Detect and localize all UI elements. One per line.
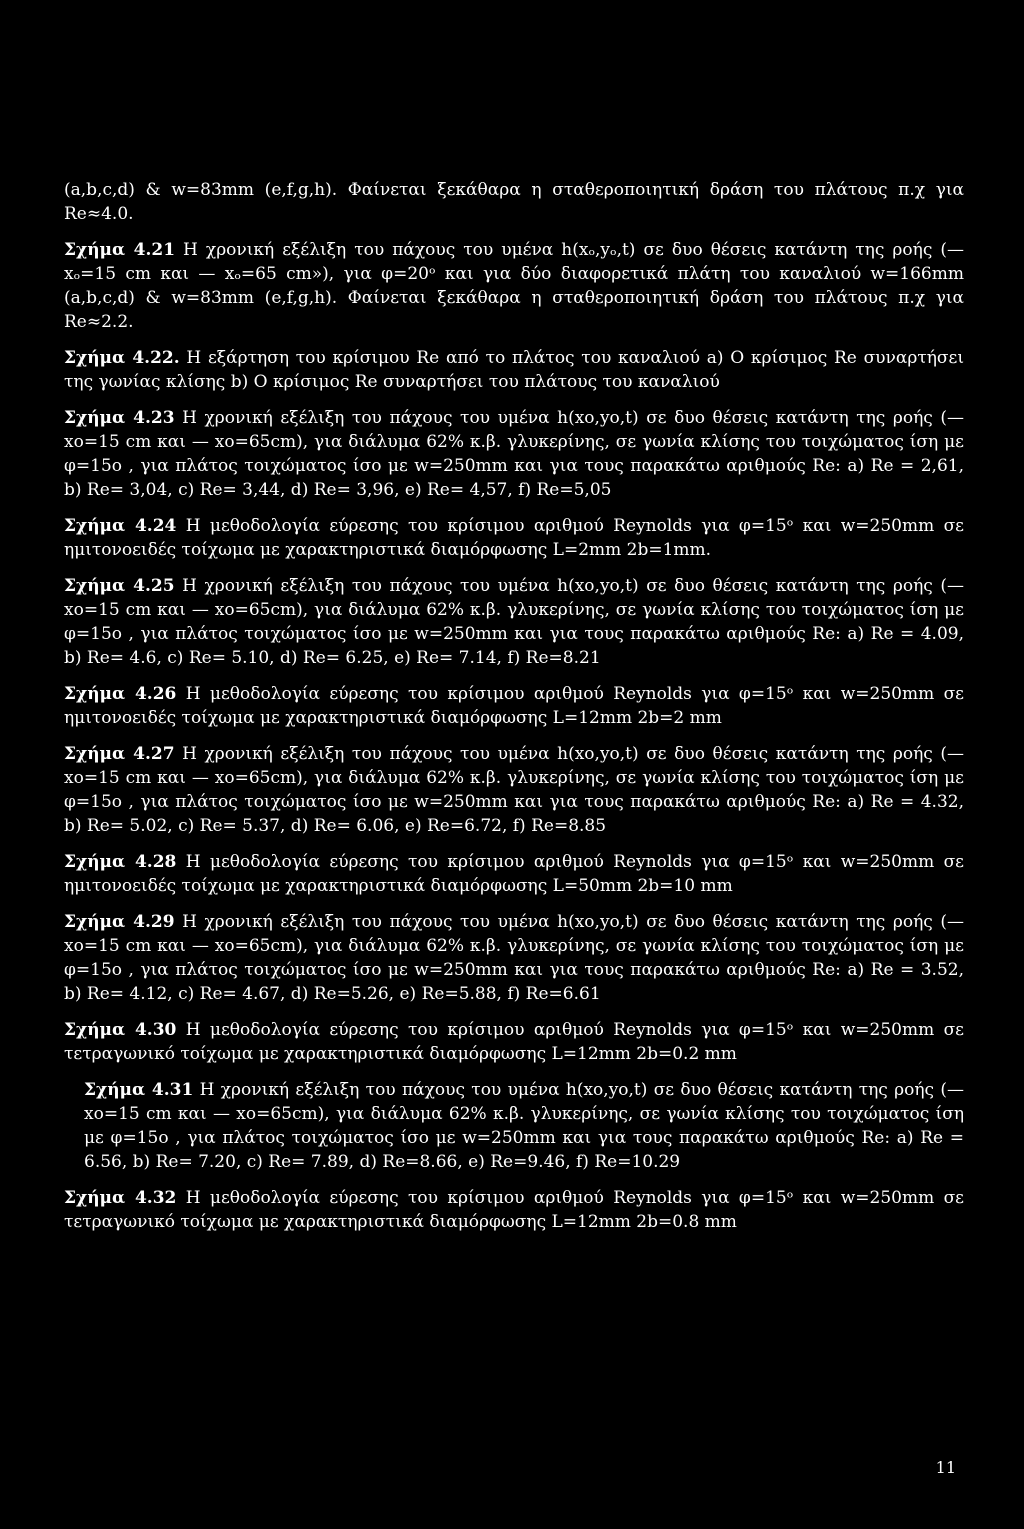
caption-4-21 [64, 238, 964, 334]
caption-text: Η μεθοδολογία εύρεσης του κρίσιμου αριθμού Reynolds για φ=15ᵒ και w=250mm σε τετραγωνικό τοίχωμα με χαρακτηριστικά διαμόρφωσης L=12mm 2b=0.8 mm [64, 1188, 964, 1232]
figure-label: Σχήμα 4.25 [64, 576, 175, 596]
caption-text: Η μεθοδολογία εύρεσης του κρίσιμου αριθμού Reynolds για φ=15ᵒ και w=250mm σε τετραγωνικό τοίχωμα με χαρακτηριστικά διαμόρφωσης L=12mm 2b=0.2 mm [64, 1020, 964, 1064]
figure-label: Σχήμα 4.28 [64, 852, 177, 872]
caption-text: Η μεθοδολογία εύρεσης του κρίσιμου αριθμού Reynolds για φ=15ᵒ και w=250mm σε ημιτονοειδές τοίχωμα με χαρακτηριστικά διαμόρφωσης L=50mm 2b=10 mm [64, 852, 964, 896]
caption-text: Η μεθοδολογία εύρεσης του κρίσιμου αριθμού Reynolds για φ=15ᵒ και w=250mm σε ημιτονοειδές τοίχωμα με χαρακτηριστικά διαμόρφωσης L=12mm 2b=2 mm [64, 684, 964, 728]
page-number: 11 [935, 1458, 956, 1477]
caption-4-22 [64, 346, 964, 394]
caption-4-25 [64, 574, 964, 670]
caption-4-29 [64, 910, 964, 1006]
caption-text: Η χρονική εξέλιξη του πάχους του υμένα h(xₒ,yₒ,t) σε δυο θέσεις κατάντη της ροής (—xₒ=15 cm και — xₒ=65 cm»), για φ=20ᵒ και για δύο διαφορετικά πλάτη του καναλιού w=166mm (a,b,c,d) & w=83mm (e,f,g,h). Φαίνεται ξεκάθαρα η σταθεροποιητική δράση του πλάτους π.χ για Re≈2.2. [64, 240, 964, 332]
caption-text: Η εξάρτηση του κρίσιμου Re από το πλάτος του καναλιού a) O κρίσιμος Re συναρτήσει της γωνίας κλίσης b) O κρίσιμος Re συναρτήσει του πλάτους του καναλιού [64, 348, 964, 392]
caption-text: Η χρονική εξέλιξη του πάχους του υμένα h(xo,yo,t) σε δυο θέσεις κατάντη της ροής (—xo=15 cm και — xo=65cm), για διάλυμα 62% κ.β. γλυκερίνης, σε γωνία κλίσης του τοιχώματος ίση με φ=15o , για πλάτος τοιχώματος ίσο με w=250mm και για τους παρακάτω αριθμούς Re: a) Re = 2,61, b) Re= 3,04, c) Re= 3,44, d) Re= 3,96, e) Re= 4,57, f) Re=5,05 [64, 408, 964, 500]
caption-text: Η μεθοδολογία εύρεσης του κρίσιμου αριθμού Reynolds για φ=15ᵒ και w=250mm σε ημιτονοειδές τοίχωμα με χαρακτηριστικά διαμόρφωσης L=2mm 2b=1mm. [64, 516, 964, 560]
paragraph-continuation [64, 178, 964, 226]
caption-text: Η χρονική εξέλιξη του πάχους του υμένα h(xo,yo,t) σε δυο θέσεις κατάντη της ροής (—xo=15 cm και — xo=65cm), για διάλυμα 62% κ.β. γλυκερίνης, σε γωνία κλίσης του τοιχώματος ίση με φ=15o , για πλάτος τοιχώματος ίσο με w=250mm και για τους παρακάτω αριθμούς Re: a) Re = 3.52, b) Re= 4.12, c) Re= 4.67, d) Re=5.26, e) Re=5.88, f) Re=6.61 [64, 912, 964, 1004]
caption-4-31 [64, 1078, 964, 1174]
caption-4-26 [64, 682, 964, 730]
figure-label: Σχήμα 4.29 [64, 912, 175, 932]
figure-label: Σχήμα 4.21 [64, 240, 176, 260]
figure-label: Σχήμα 4.31 [84, 1080, 194, 1100]
caption-text: Η χρονική εξέλιξη του πάχους του υμένα h(xo,yo,t) σε δυο θέσεις κατάντη της ροής (—xo=15 cm και — xo=65cm), για διάλυμα 62% κ.β. γλυκερίνης, σε γωνία κλίσης του τοιχώματος ίση με φ=15o , για πλάτος τοιχώματος ίσο με w=250mm και για τους παρακάτω αριθμούς Re: a) Re = 4.32, b) Re= 5.02, c) Re= 5.37, d) Re= 6.06, e) Re=6.72, f) Re=8.85 [64, 744, 964, 836]
caption-4-28 [64, 850, 964, 898]
caption-4-32 [64, 1186, 964, 1234]
caption-text: Η χρονική εξέλιξη του πάχους του υμένα h(xo,yo,t) σε δυο θέσεις κατάντη της ροής (—xo=15 cm και — xo=65cm), για διάλυμα 62% κ.β. γλυκερίνης, σε γωνία κλίσης του τοιχώματος ίση με φ=15o , για πλάτος τοιχώματος ίσο με w=250mm και για τους παρακάτω αριθμούς Re: a) Re = 4.09, b) Re= 4.6, c) Re= 5.10, d) Re= 6.25, e) Re= 7.14, f) Re=8.21 [64, 576, 964, 668]
caption-4-27 [64, 742, 964, 838]
figure-label: Σχήμα 4.23 [64, 408, 175, 428]
caption-4-23 [64, 406, 964, 502]
figure-label: Σχήμα 4.27 [64, 744, 175, 764]
document-body [64, 178, 964, 1246]
caption-text: Η χρονική εξέλιξη του πάχους του υμένα h(xo,yo,t) σε δυο θέσεις κατάντη της ροής (—xo=15 cm και — xo=65cm), για διάλυμα 62% κ.β. γλυκερίνης, σε γωνία κλίσης του τοιχώματος ίση με φ=15o , για πλάτος τοιχώματος ίσο με w=250mm και για τους παρακάτω αριθμούς Re: a) Re = 6.56, b) Re= 7.20, c) Re= 7.89, d) Re=8.66, e) Re=9.46, f) Re=10.29 [84, 1080, 964, 1172]
figure-label: Σχήμα 4.32 [64, 1188, 177, 1208]
figure-label: Σχήμα 4.26 [64, 684, 177, 704]
figure-label: Σχήμα 4.24 [64, 516, 177, 536]
figure-label: Σχήμα 4.22. [64, 348, 180, 368]
caption-4-24 [64, 514, 964, 562]
figure-label: Σχήμα 4.30 [64, 1020, 177, 1040]
paragraph-text: (a,b,c,d) & w=83mm (e,f,g,h). Φαίνεται ξεκάθαρα η σταθεροποιητική δράση του πλάτους π.χ για Re≈4.0. [64, 180, 964, 224]
caption-4-30 [64, 1018, 964, 1066]
